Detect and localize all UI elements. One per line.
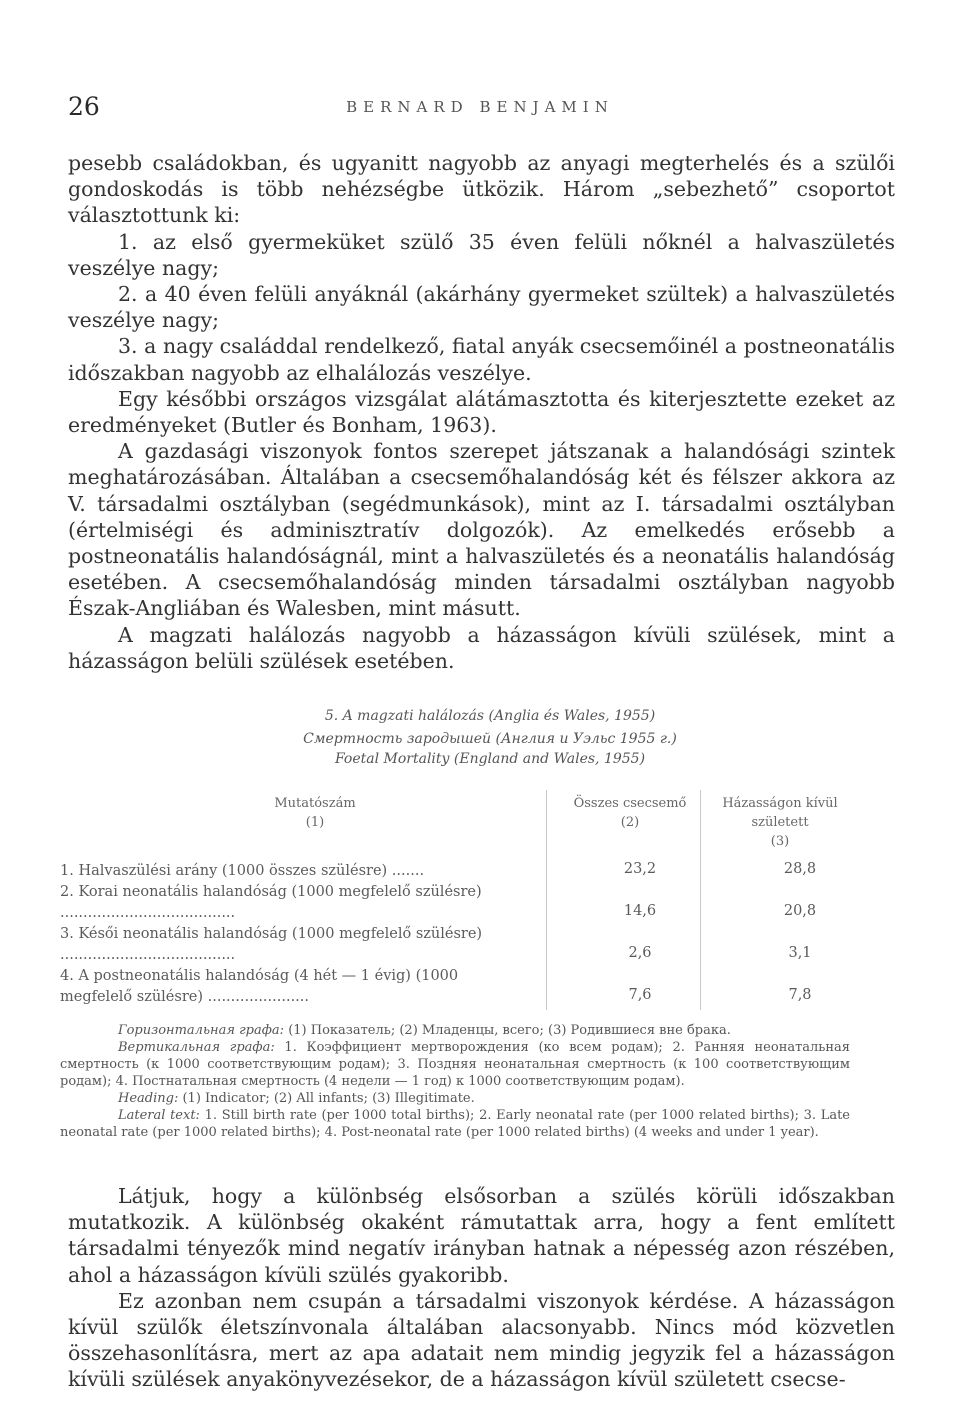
table-title-ru: Смертность зародышей (Англия и Уэльс 1955 г.) — [303, 731, 677, 747]
table-notes — [60, 1022, 850, 1141]
table-title-hu: 5. A magzati halálozás (Anglia és Wales, 1955) — [324, 708, 656, 724]
value-illegitimate: 7,8 — [788, 987, 812, 1003]
note-label: Lateral text: — [118, 1108, 200, 1123]
value-illegitimate: 20,8 — [783, 903, 817, 919]
row-label: 1. Halvaszülési arány (1000 összes szülésre) ....... — [60, 863, 425, 879]
row-label: 2. Korai neonatális halandóság (1000 megfelelő szülésre) ...................................... — [60, 884, 482, 921]
note-ru-heading — [60, 1022, 850, 1039]
column-header-label: Összes csecsemő — [573, 796, 687, 811]
value-all-infants: 7,6 — [628, 987, 652, 1003]
paragraph: A magzati halálozás nagyobb a házasságon kívüli szülések, mint a házasságon belüli szülések esetében. — [68, 622, 895, 673]
row-label: 3. Késői neonatális halandóság (1000 megfelelő szülésre) ...................................... — [60, 926, 483, 963]
note-label: Горизонтальная графа: — [118, 1023, 285, 1038]
note-en-heading — [60, 1090, 850, 1107]
running-title: BERNARD BENJAMIN — [346, 98, 614, 116]
list-item: 2. a 40 éven felüli anyáknál (akárhány gyermeket szültek) a halvaszületés veszélye nagy; — [68, 282, 895, 333]
list-item: 3. a nagy családdal rendelkező, fiatal anyák csecsemőinél a postneonatális időszakban nagyobb az elhalálozás veszélye. — [68, 334, 895, 385]
column-header-label: Mutatószám — [274, 796, 356, 811]
note-text: (1) Indicator; (2) All infants; (3) Illegitimate. — [182, 1091, 475, 1106]
value-all-infants: 2,6 — [628, 945, 652, 961]
paragraph: Ez azonban nem csupán a társadalmi viszonyok kérdése. A házasságon kívül szülők életszínvonala általában alacsonyabb. Nincs mód közvetlen összehasonlításra, mert az apa adatait nem mindig jegyzik fel a házasságon kívüli szülések anyakönyvezésekor, de a házasságon kívül született csecse- — [68, 1288, 895, 1392]
note-label: Heading: — [118, 1091, 179, 1106]
table-title-en: Foetal Mortality (England and Wales, 1955) — [334, 751, 646, 767]
paragraph: pesebb családokban, és ugyanitt nagyobb az anyagi megterhelés és a szülői gondoskodás is több nehézségbe ütközik. Három „sebezhető” csoportot választottunk ki: — [68, 151, 895, 228]
note-text: (1) Показатель; (2) Младенцы, всего; (3) Родившиеся вне брака. — [288, 1023, 731, 1038]
column-header-number: (3) — [770, 834, 790, 849]
page-header — [68, 92, 892, 128]
column-header-2 — [540, 794, 720, 832]
value-all-infants: 23,2 — [623, 861, 657, 877]
paragraph: A gazdasági viszonyok fontos szerepet játszanak a halandósági szintek meghatározásában. Általában a csecsemőhalandóság két és félszer akkora az V. társadalmi osztályban (segédmunkások), mint az I. társadalmi osztályban (értelmiségi és adminisztratív dolgozók). Az emelkedés erősebb a postneonatális halandóságnál, mint a halvaszületés és a neonatális halandóság esetében. A csecsemőhalandóság minden társadalmi osztályban nagyobb Észak-Angliában és Walesben, mint másutt. — [68, 439, 895, 621]
column-header-number: (1) — [305, 815, 325, 830]
column-header-1 — [200, 794, 430, 832]
note-ru-lateral — [60, 1039, 850, 1090]
value-illegitimate: 3,1 — [788, 945, 812, 961]
body-text-bottom — [68, 1183, 895, 1393]
value-all-infants: 14,6 — [623, 903, 657, 919]
data-table — [60, 790, 852, 1010]
note-text: 1. Коэффициент мертворождения (ко всем родам); 2. Ранняя неонатальная смертность (к 1000 соответствующим родам); 3. Поздняя неонатальная смертность (к 100 соответствующим родам); 4. Постнатальная смертность (4 недели — 1 год) к 1000 соответствующим родам). — [60, 1040, 851, 1089]
row-label: 4. A postneonatális halandóság (4 hét — 1 évig) (1000 megfelelő szülésre) ...................... — [60, 968, 459, 1005]
value-illegitimate: 28,8 — [783, 861, 817, 877]
body-text-top — [68, 150, 895, 674]
list-item: 1. az első gyermeküket szülő 35 éven felüli nőknél a halvaszületés veszélye nagy; — [68, 229, 895, 280]
note-label: Вертикальная графа: — [118, 1040, 275, 1055]
paragraph: Egy későbbi országos vizsgálat alátámasztotta és kiterjesztette ezeket az eredményeket (Butler és Bonham, 1963). — [68, 386, 895, 438]
page-number: 26 — [68, 92, 100, 121]
column-header-number: (2) — [620, 815, 640, 830]
column-header-label: Házasságon kívül született — [722, 796, 838, 830]
note-en-lateral — [60, 1107, 850, 1141]
paragraph: Látjuk, hogy a különbség elsősorban a szülés körüli időszakban mutatkozik. A különbség okaként rámutattak arra, hogy a fent említett társadalmi tényezők mind negatív irányban hatnak a népesség azon részében, ahol a házasságon kívüli szülés gyakoribb. — [68, 1184, 895, 1287]
column-header-3 — [700, 794, 860, 851]
note-text: 1. Still birth rate (per 1000 total births); 2. Early neonatal rate (per 1000 related births); 3. Late neonatal rate (per 1000 related births); 4. Post-neonatal rate (per 1000 related births) (4 weeks and under 1 year). — [60, 1108, 851, 1140]
